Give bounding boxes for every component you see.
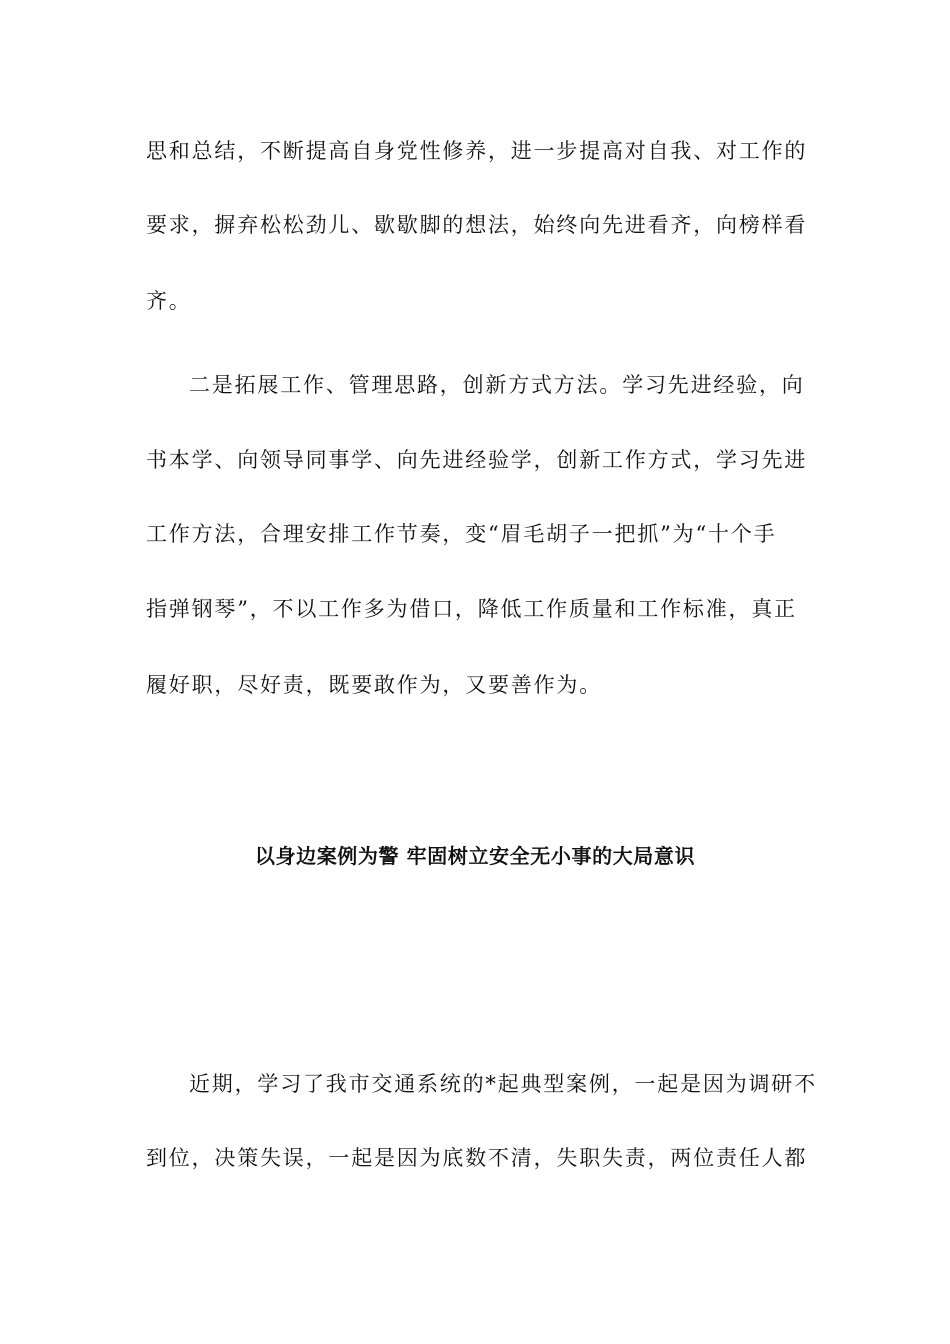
paragraph-3-line-1: 近期，学习了我市交通系统的*起典型案例，一起是因为调研不 [189, 1072, 817, 1096]
paragraph-2-line-3: 工作方法，合理安排工作节奏，变“眉毛胡子一把抓”为“十个手 [146, 522, 777, 546]
paragraph-2-line-5: 履好职，尽好责，既要敢作为，又要善作为。 [146, 673, 602, 697]
paragraph-2-line-1: 二是拓展工作、管理思路，创新方式方法。学习先进经验，向 [189, 373, 805, 397]
paragraph-1-line-2: 要求，摒弃松松劲儿、歇歇脚的想法，始终向先进看齐，向榜样看 [146, 213, 808, 237]
paragraph-2-line-4: 指弹钢琴”，不以工作多为借口，降低工作质量和工作标准，真正 [146, 597, 797, 621]
section-heading: 以身边案例为警 牢固树立安全无小事的大局意识 [254, 844, 696, 868]
paragraph-1-line-1: 思和总结，不断提高自身党性修养，进一步提高对自我、对工作的 [146, 139, 808, 163]
paragraph-3-line-2: 到位，决策失误，一起是因为底数不清，失职失责，两位责任人都 [146, 1146, 808, 1170]
paragraph-1-line-3: 齐。 [146, 289, 192, 313]
paragraph-2-line-2: 书本学、向领导同事学、向先进经验学，创新工作方式，学习先进 [146, 448, 808, 472]
